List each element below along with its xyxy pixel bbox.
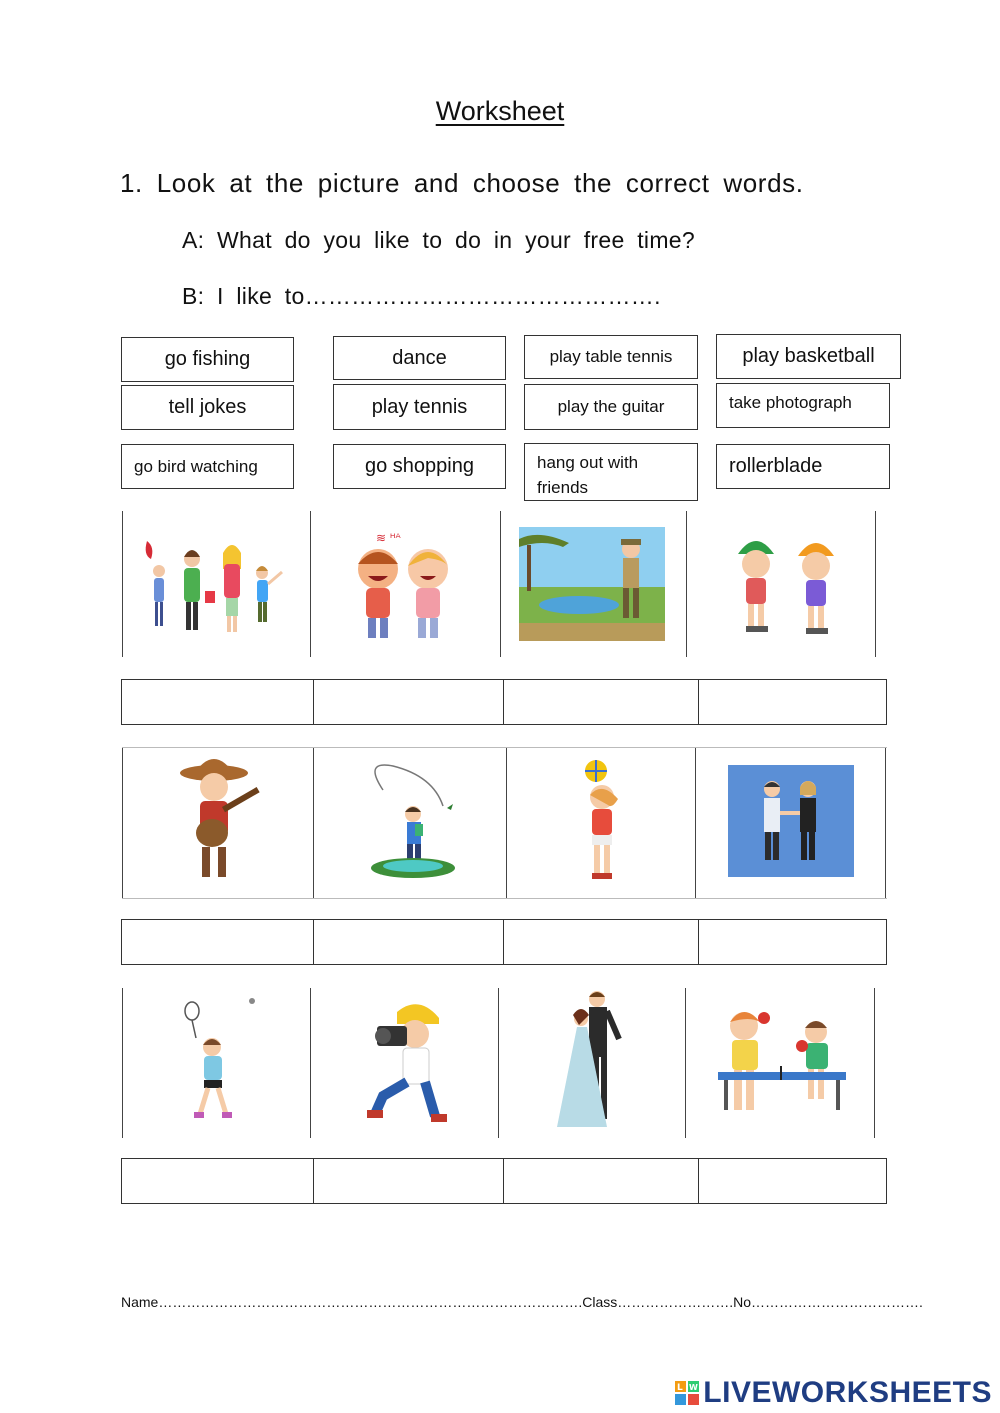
liveworksheets-logo-icon bbox=[675, 1381, 701, 1405]
word-box-play-table-tennis: play table tennis bbox=[524, 335, 698, 379]
word-box-hang-out-with-friends: hang out with friends bbox=[524, 443, 698, 501]
brand-name: LIVEWORKSHEETS bbox=[703, 1376, 992, 1409]
logo-letter-w: W bbox=[689, 1383, 699, 1392]
answer-row-1 bbox=[121, 679, 887, 725]
answer-row-2 bbox=[121, 919, 887, 965]
badminton-player-image bbox=[142, 992, 292, 1130]
answer-box[interactable] bbox=[122, 920, 314, 964]
answer-box[interactable] bbox=[503, 680, 699, 724]
word-box-go-bird-watching: go bird watching bbox=[121, 444, 294, 489]
question-number: 1. bbox=[120, 168, 143, 198]
dancing-couple-image bbox=[512, 992, 672, 1130]
table-tennis-kids-image bbox=[702, 992, 862, 1130]
student-info-line: Name……………………………………………………………………………….Class…………………….No………………………………. bbox=[121, 1294, 923, 1310]
fishing-boy-image bbox=[332, 752, 492, 890]
shopping-family-image bbox=[132, 515, 302, 653]
word-box-play-tennis: play tennis bbox=[333, 384, 506, 430]
children-telling-jokes-image bbox=[322, 515, 490, 653]
answer-box[interactable] bbox=[313, 680, 504, 724]
question-instruction bbox=[120, 168, 804, 199]
answer-row-3 bbox=[121, 1158, 887, 1204]
dialogue-line-b: B: I like to………………………………………. bbox=[182, 283, 661, 309]
word-box-dance: dance bbox=[333, 336, 506, 380]
answer-box[interactable] bbox=[698, 920, 886, 964]
word-box-go-fishing: go fishing bbox=[121, 337, 294, 382]
liveworksheets-brand bbox=[675, 1376, 992, 1410]
answer-box[interactable] bbox=[313, 1159, 504, 1203]
answer-box[interactable] bbox=[122, 680, 314, 724]
answer-box[interactable] bbox=[313, 920, 504, 964]
photographer-image bbox=[326, 992, 486, 1130]
basketball-girl-image bbox=[522, 752, 682, 890]
word-box-play-the-guitar: play the guitar bbox=[524, 384, 698, 430]
answer-box[interactable] bbox=[698, 1159, 886, 1203]
word-box-take-photograph: take photograph bbox=[716, 383, 890, 428]
answer-box[interactable] bbox=[698, 680, 886, 724]
word-box-rollerblade: rollerblade bbox=[716, 444, 890, 489]
picture-row-1 bbox=[122, 511, 878, 657]
logo-letter-l: L bbox=[677, 1383, 684, 1393]
question-text: Look at the picture and choose the correct words. bbox=[156, 168, 804, 198]
bird-watcher-image bbox=[518, 515, 666, 653]
svg-text:≋ ᴴᴬ: ≋ ᴴᴬ bbox=[376, 531, 401, 545]
answer-box[interactable] bbox=[122, 1159, 314, 1203]
dialogue-line-a: A: What do you like to do in your free time? bbox=[182, 227, 695, 253]
page-title: Worksheet bbox=[435, 96, 565, 126]
word-box-go-shopping: go shopping bbox=[333, 444, 506, 489]
picture-row-2 bbox=[122, 747, 887, 899]
handshake-friends-image bbox=[726, 752, 856, 890]
word-box-play-basketball: play basketball bbox=[716, 334, 901, 379]
picture-row-3 bbox=[122, 988, 878, 1138]
guitar-player-image bbox=[142, 752, 292, 890]
word-box-tell-jokes: tell jokes bbox=[121, 385, 294, 430]
rollerblading-girls-image bbox=[702, 515, 870, 653]
answer-box[interactable] bbox=[503, 1159, 699, 1203]
answer-box[interactable] bbox=[503, 920, 699, 964]
